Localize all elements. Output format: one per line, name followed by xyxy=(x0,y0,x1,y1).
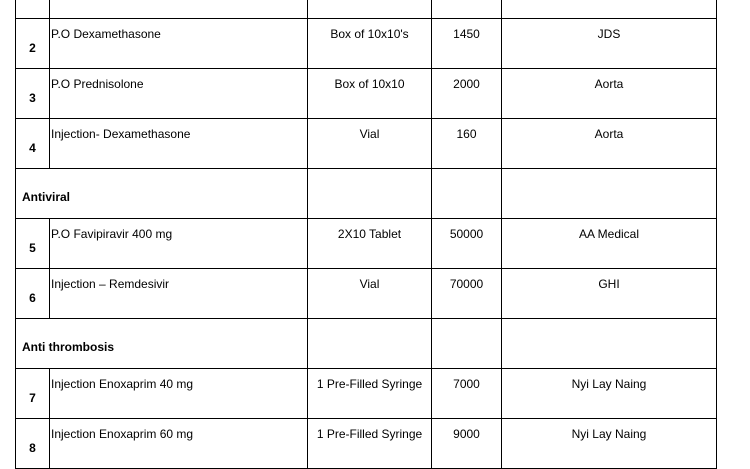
table-row xyxy=(16,19,717,69)
row-number: 6 xyxy=(16,269,50,319)
empty-cell xyxy=(432,169,502,219)
quantity: 9000 xyxy=(432,419,502,469)
table-row xyxy=(16,219,717,269)
supplier: Nyi Lay Naing xyxy=(502,419,717,469)
table-row xyxy=(16,69,717,119)
category-label: Antiviral xyxy=(16,169,308,219)
pack-size: Box of 10x10 xyxy=(308,69,432,119)
category-label: Anti thrombosis xyxy=(16,319,308,369)
category-row xyxy=(16,319,717,369)
item-name: P.O Favipiravir 400 mg xyxy=(50,219,308,269)
table-row xyxy=(16,0,717,19)
supplier: AA Medical xyxy=(502,219,717,269)
item-name: P.O Prednisolone xyxy=(50,69,308,119)
empty-cell xyxy=(432,319,502,369)
quantity: 50000 xyxy=(432,219,502,269)
quantity: 160 xyxy=(432,119,502,169)
supplier xyxy=(502,0,717,19)
row-number: 7 xyxy=(16,369,50,419)
row-number xyxy=(16,0,50,19)
quantity xyxy=(432,0,502,19)
quantity: 7000 xyxy=(432,369,502,419)
item-name: Injection- Dexamethasone xyxy=(50,119,308,169)
row-number: 4 xyxy=(16,119,50,169)
pack-size: Vial xyxy=(308,269,432,319)
quantity: 1450 xyxy=(432,19,502,69)
supplier: Aorta xyxy=(502,69,717,119)
pack-size: 1 Pre-Filled Syringe xyxy=(308,419,432,469)
table-row xyxy=(16,119,717,169)
supplier: Aorta xyxy=(502,119,717,169)
supplier: Nyi Lay Naing xyxy=(502,369,717,419)
pack-size xyxy=(308,0,432,19)
empty-cell xyxy=(308,169,432,219)
empty-cell xyxy=(308,319,432,369)
supplier: JDS xyxy=(502,19,717,69)
pack-size: Vial xyxy=(308,119,432,169)
pack-size: 2X10 Tablet xyxy=(308,219,432,269)
row-number: 2 xyxy=(16,19,50,69)
table-row xyxy=(16,419,717,469)
row-number: 5 xyxy=(16,219,50,269)
item-name xyxy=(50,0,308,19)
table-row xyxy=(16,269,717,319)
row-number: 3 xyxy=(16,69,50,119)
empty-cell xyxy=(502,169,717,219)
supplier: GHI xyxy=(502,269,717,319)
item-name: Injection Enoxaprim 60 mg xyxy=(50,419,308,469)
quantity: 70000 xyxy=(432,269,502,319)
item-name: Injection – Remdesivir xyxy=(50,269,308,319)
row-number: 8 xyxy=(16,419,50,469)
empty-cell xyxy=(502,319,717,369)
pack-size: Box of 10x10's xyxy=(308,19,432,69)
category-row xyxy=(16,169,717,219)
item-name: Injection Enoxaprim 40 mg xyxy=(50,369,308,419)
quantity: 2000 xyxy=(432,69,502,119)
item-name: P.O Dexamethasone xyxy=(50,19,308,69)
table-row xyxy=(16,369,717,419)
pack-size: 1 Pre-Filled Syringe xyxy=(308,369,432,419)
medicine-table xyxy=(15,0,717,469)
